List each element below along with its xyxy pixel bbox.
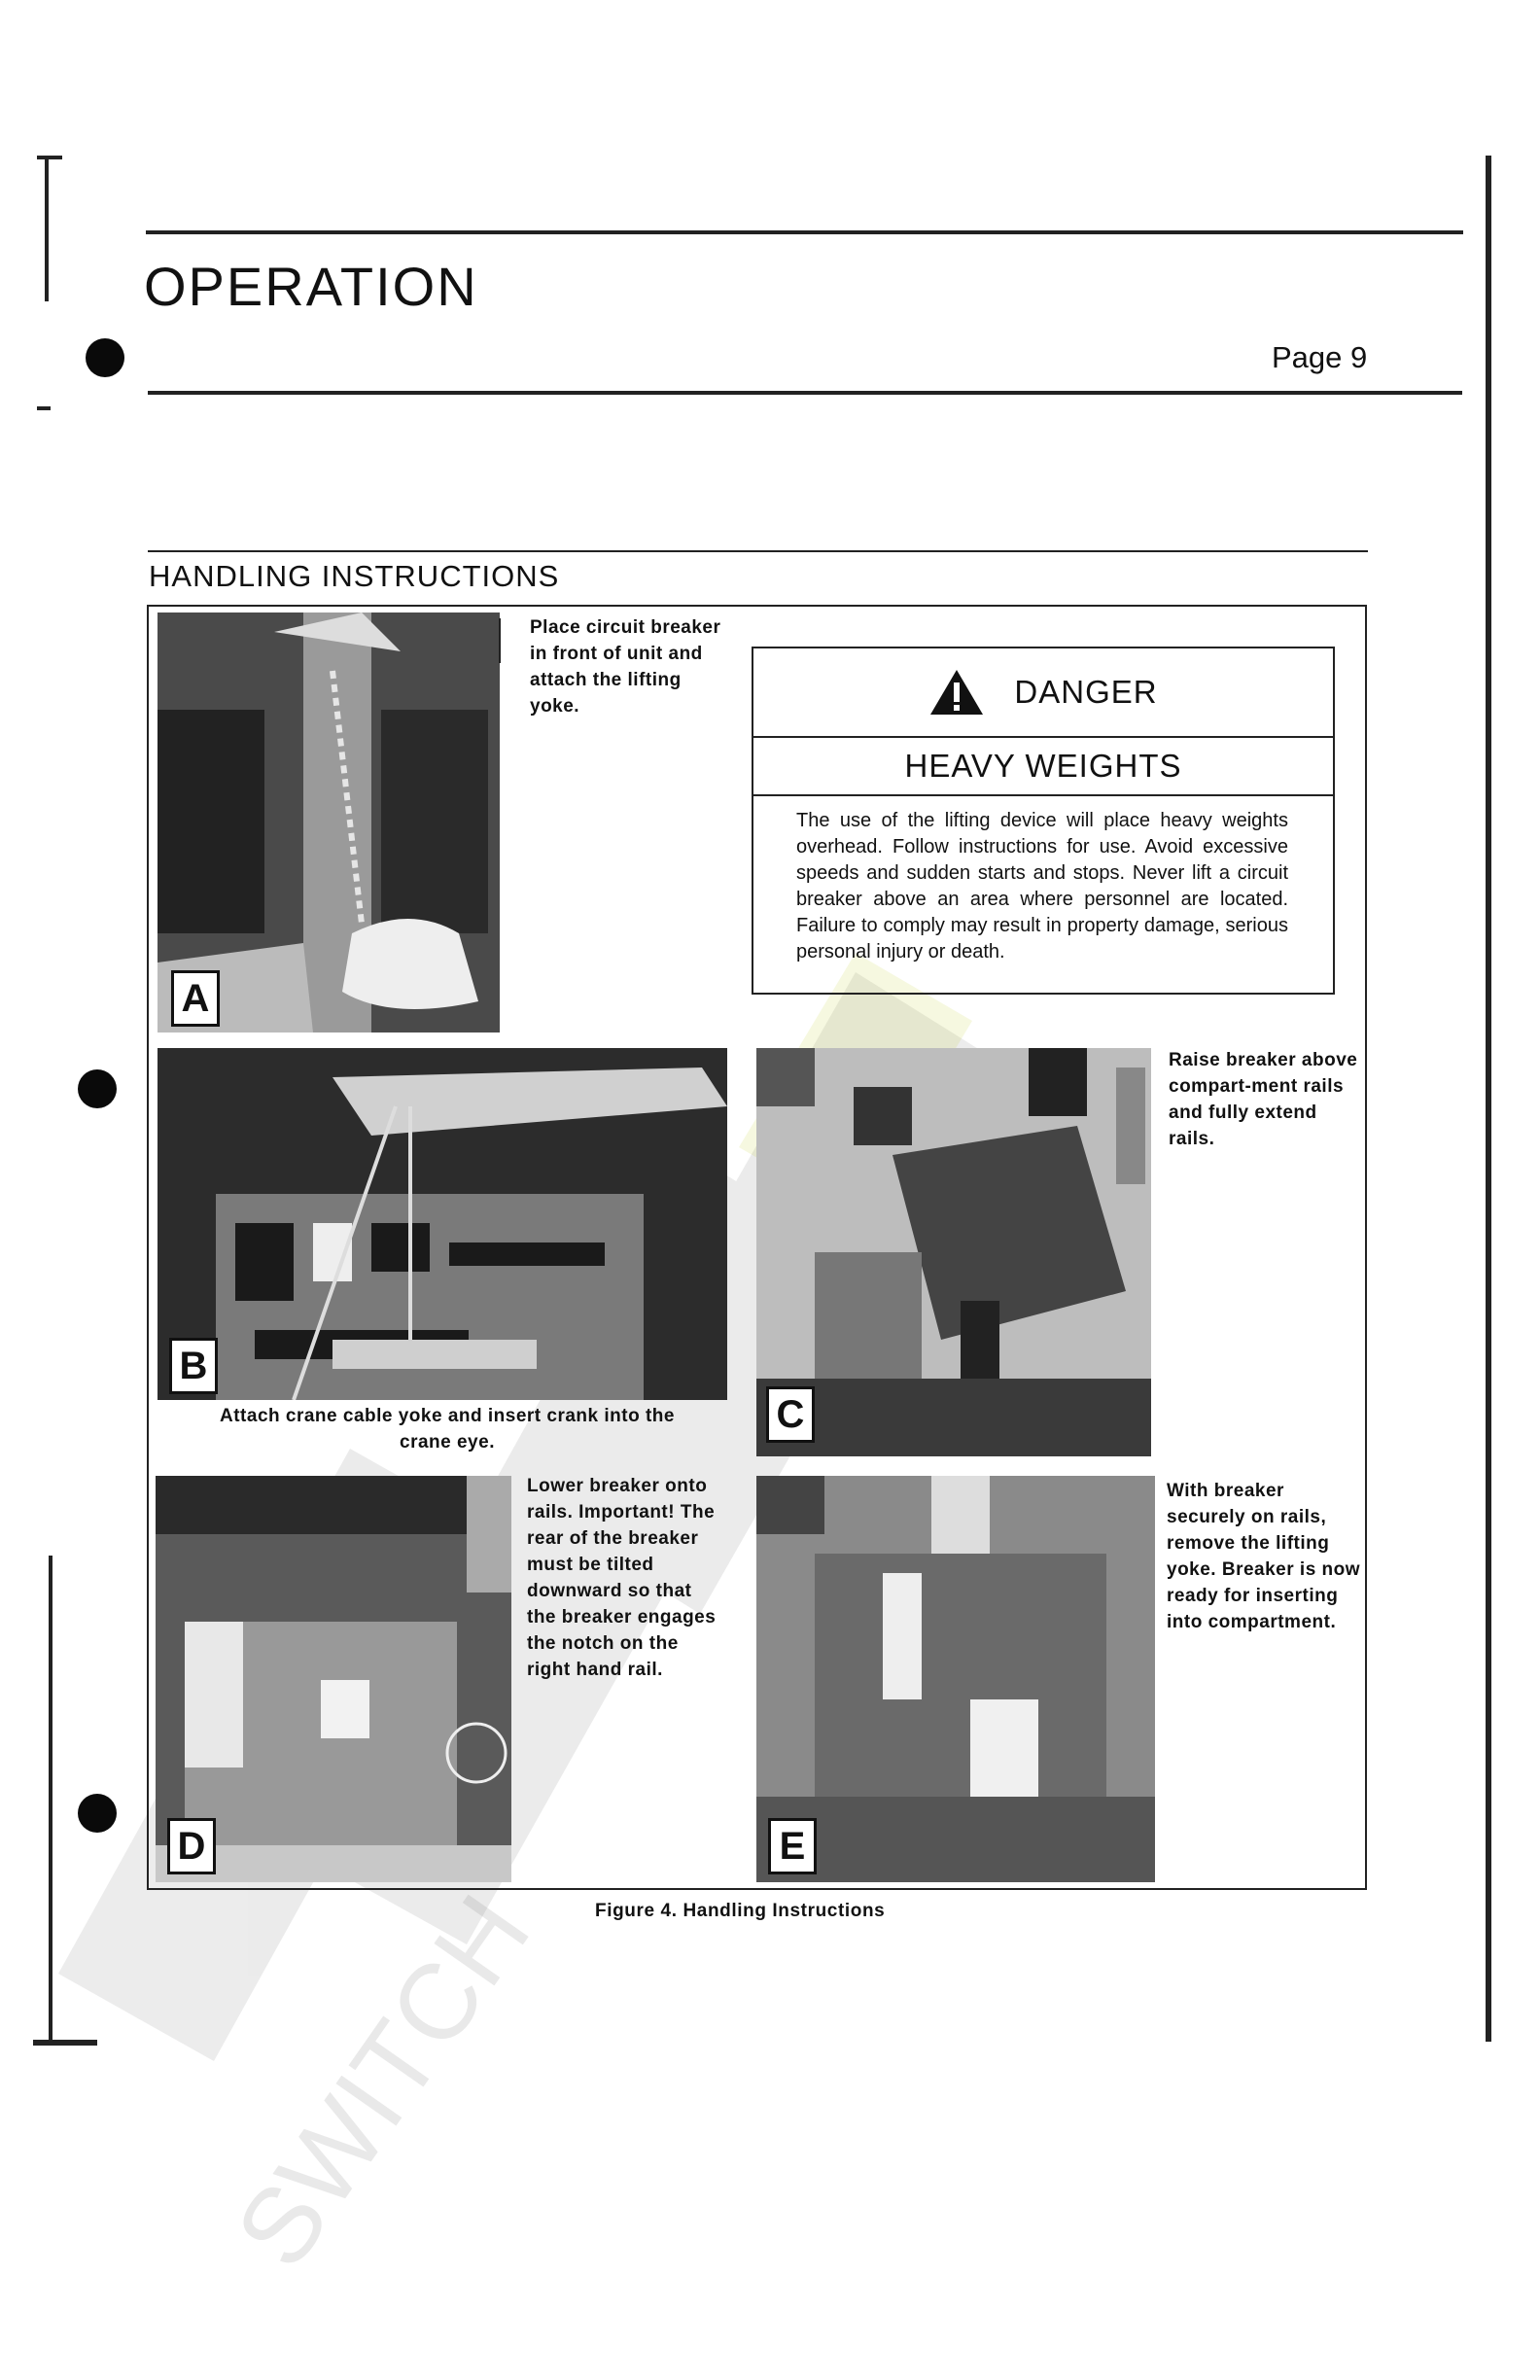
binder-hole	[78, 1069, 117, 1108]
photo-step-b	[158, 1048, 727, 1400]
danger-header	[753, 648, 1333, 738]
photo-step-e	[756, 1476, 1155, 1882]
margin-mark	[37, 406, 51, 410]
photo-step-c	[756, 1048, 1151, 1456]
photo-letter-c: C	[766, 1386, 815, 1443]
photo-letter-b: B	[169, 1338, 218, 1394]
photo-step-a	[158, 612, 500, 1032]
danger-signal-word: DANGER	[1014, 674, 1158, 710]
subsection-title: HANDLING INSTRUCTIONS	[149, 559, 560, 593]
header-rule-top	[146, 230, 1463, 234]
danger-message: The use of the lifting device will place heavy weights overhead. Follow instructions for use. Avoid excessive speeds and sudden starts and stops. Never lift a circuit breaker above an area where personnel are located. Failure to comply may result in property damage, serious personal injury or death.	[796, 810, 1288, 962]
section-title: OPERATION	[144, 256, 478, 317]
margin-mark	[1486, 156, 1491, 2042]
danger-box	[752, 647, 1335, 995]
subsection-rule	[148, 550, 1368, 552]
binder-hole	[86, 338, 124, 377]
margin-mark	[33, 2040, 97, 2046]
step-a-caption: Place circuit breaker in front of unit and attach the lifting yoke.	[530, 617, 721, 717]
margin-mark	[49, 1556, 52, 2042]
step-b-caption: Attach crane cable yoke and insert crank into the crane eye.	[220, 1406, 675, 1452]
step-e-caption: With breaker securely on rails, remove the lifting yoke. Breaker is now ready for inserting into compartment.	[1167, 1481, 1361, 1632]
step-c-caption: Raise breaker above compart-ment rails and fully extend rails.	[1169, 1050, 1358, 1149]
photo-letter-a: A	[171, 970, 220, 1027]
photo-a-marker	[499, 618, 501, 663]
margin-mark	[45, 156, 49, 301]
photo-step-d	[156, 1476, 511, 1882]
danger-hazard: HEAVY WEIGHTS	[753, 738, 1333, 796]
header-rule-bottom	[148, 391, 1462, 395]
margin-mark	[37, 156, 62, 159]
photo-letter-d: D	[167, 1818, 216, 1874]
step-d-caption: Lower breaker onto rails. Important! The rear of the breaker must be tilted downward so that the breaker engages the notch on the right hand rail.	[527, 1476, 717, 1680]
binder-hole	[78, 1794, 117, 1833]
warning-triangle-icon	[928, 668, 985, 717]
figure-caption: Figure 4. Handling Instructions	[595, 1901, 886, 1921]
page-number: Page 9	[1272, 340, 1368, 374]
svg-text:SWITCH: SWITCH	[212, 1873, 553, 2289]
photo-letter-e: E	[768, 1818, 817, 1874]
